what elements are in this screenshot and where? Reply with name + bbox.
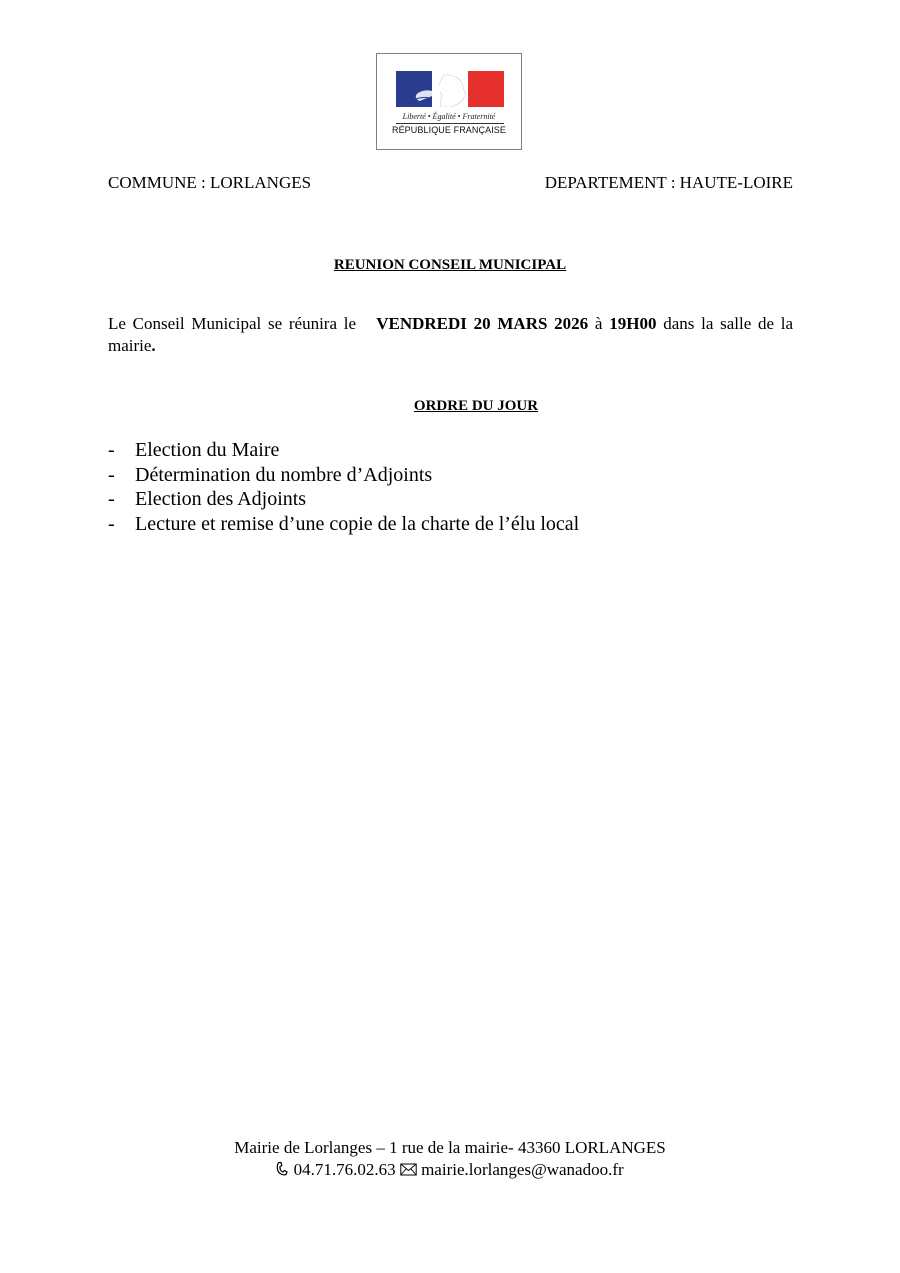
- agenda-item: [108, 512, 579, 537]
- meeting-announcement: [108, 313, 793, 357]
- marianne-flag-icon: [396, 71, 504, 107]
- agenda-list: [108, 438, 579, 536]
- departement-label: DEPARTEMENT : HAUTE-LOIRE: [544, 173, 793, 192]
- intro-before: Le Conseil Municipal se réunira le: [108, 314, 356, 333]
- agenda-item-text: Election des Adjoints: [135, 488, 307, 510]
- intro-after: dans la salle de la mairie: [108, 314, 794, 355]
- agenda-item-text: Lecture et remise d’une copie de la charte de l’élu local: [135, 512, 580, 535]
- republique-francaise-logo: [376, 53, 522, 150]
- bullet-dash: -: [108, 488, 115, 510]
- footer-phone: 04.71.76.02.63: [293, 1160, 396, 1179]
- bullet-dash: -: [108, 439, 115, 461]
- agenda-item-text: Election du Maire: [135, 439, 280, 461]
- agenda-title: ORDRE DU JOUR: [413, 398, 539, 414]
- agenda-item: [108, 487, 579, 512]
- agenda-item: [108, 463, 579, 488]
- logo-republic-name: RÉPUBLIQUE FRANÇAISE: [391, 125, 507, 135]
- intro-at: à: [594, 314, 603, 333]
- agenda-item-text: Détermination du nombre d’Adjoints: [135, 463, 433, 486]
- commune-label: COMMUNE : LORLANGES: [108, 173, 312, 192]
- logo-divider: [396, 123, 504, 124]
- agenda-item: [108, 438, 579, 463]
- bullet-dash: -: [108, 463, 115, 486]
- intro-final-period: .: [151, 336, 156, 355]
- footer-email[interactable]: mairie.lorlanges@wanadoo.fr: [421, 1160, 624, 1179]
- footer: [0, 1137, 900, 1181]
- envelope-icon: [400, 1163, 417, 1176]
- footer-address: Mairie de Lorlanges – 1 rue de la mairie- 43360 LORLANGES: [234, 1138, 666, 1157]
- meeting-title: REUNION CONSEIL MUNICIPAL: [333, 257, 567, 273]
- meeting-date: VENDREDI 20 MARS 2026: [376, 314, 589, 333]
- meeting-time: 19H00: [609, 314, 657, 333]
- logo-motto: Liberté • Égalité • Fraternité: [402, 112, 496, 121]
- bullet-dash: -: [108, 512, 115, 535]
- phone-icon: [276, 1161, 289, 1176]
- footer-contact: [0, 1159, 900, 1181]
